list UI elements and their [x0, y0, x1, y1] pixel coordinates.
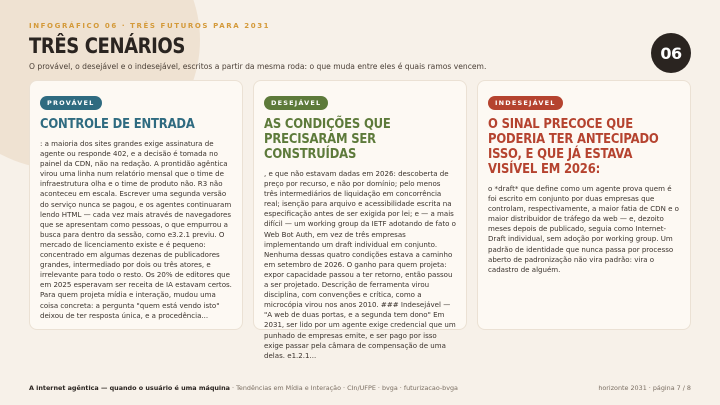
footer-course-details: · Tendências em Mídia e Interação · CIn/UFPE · bvga · futurizacao-bvga: [230, 384, 458, 392]
scenario-title: CONTROLE DE ENTRADA: [40, 116, 195, 132]
page-subtitle: O provável, o desejável e o indesejável, escritos a partir da mesma roda: o que muda entre eles é quais ramos vencem.: [29, 62, 487, 71]
scenario-title: O SINAL PRECOCE QUE PODERIA TER ANTECIPADO ISSO, E QUE JÁ ESTAVA VISÍVEL EM 2026:: [488, 116, 659, 177]
scenario-title: AS CONDIÇÕES QUE PRECISARAM SER CONSTRUÍDAS: [264, 116, 391, 162]
scenario-tag: PROVÁVEL: [40, 96, 102, 110]
scenario-card-desejavel: [253, 80, 467, 360]
scenario-tag: DESEJÁVEL: [264, 96, 328, 110]
footer-page-indicator: horizonte 2031 · página 7 / 8: [598, 384, 691, 392]
page-title: TRÊS CENÁRIOS: [29, 34, 185, 58]
page-number-badge: 06: [651, 33, 691, 73]
scenario-card-indesejavel: [477, 80, 691, 330]
scenario-tag: INDESEJÁVEL: [488, 96, 563, 110]
scenario-body: , e que não estavam dadas em 2026: descoberta de preço por recurso, e não por domínio; pelo menos três intermediários de liquidação em concorrência real; isenção para arquivo e acessibilidade escrita na especificação antes de ser exigida por lei; e — a mais difícil — um working group da IETF adotando de fato o Web Bot Auth, em vez de três empresas implementando um draft individual em conjunto. Nenhuma dessas quatro condições estava a caminho em setembro de 2026. O ganho para quem projeta: expor capacidade passou a ter retorno, então passou a ser projetado. Descrição de ferramenta virou disciplina, com convenções e crítica, como a microcópia virou nos anos 2010. ### Indesejável — "A web de duas portas, e a segunda tem dono" Em 2031, ser lido por um agente exige credencial que um punhado de empresas emite, e ser pago por isso exige passar pela câmara de compensação de uma delas. e1.2.1...: [264, 169, 456, 360]
page-kicker: INFOGRÁFICO 06 · TRÊS FUTUROS PARA 2031: [29, 22, 271, 30]
scenario-body: : a maioria dos sites grandes exige assinatura de agente ou responde 402, e a decisão é tomada no painel da CDN, não na redação. A prontidão agêntica virou uma linha num relatório mensal que o time de infraestrutura olha e o time de produto não. R3 não aconteceu em escala. Escrever uma segunda versão do serviço nunca se pagou, e os agentes continuaram lendo HTML — cada vez mais através de navegadores que se apresentam como pessoas, o que empurrou a busca para dentro da sessão, como e3.2.1 previu. O mercado de licenciamento existe e é pequeno: concentrado em algumas dezenas de publicadores grandes, intermediado por dois ou três atores, e irrelevante para todo o resto. Os 20% de editores que em 2025 esperavam ser receita de IA estavam certos. Para quem projeta mídia e interação, mudou uma coisa concreta: a pergunta "quem está vendo isto" deixou de ter resposta única, e a procedência...: [40, 139, 232, 320]
footer-credits: [29, 384, 458, 392]
scenario-body: o *draft* que define como um agente prova quem é foi escrito em conjunto por duas empresas que controlam, respectivamente, a maior fatia de CDN e o maior distribuidor de tráfego da web — e, dezoito meses depois de publicado, seguia como Internet-Draft individual, sem adoção por working group. Um padrão de identidade que nunca passa por processo aberto de padronização não vira padrão: vira o cadastro de alguém.: [488, 184, 679, 274]
footer-course-title: A internet agêntica — quando o usuário é uma máquina: [29, 384, 230, 392]
page-header: [29, 22, 669, 71]
scenario-card-provavel: [29, 80, 243, 330]
